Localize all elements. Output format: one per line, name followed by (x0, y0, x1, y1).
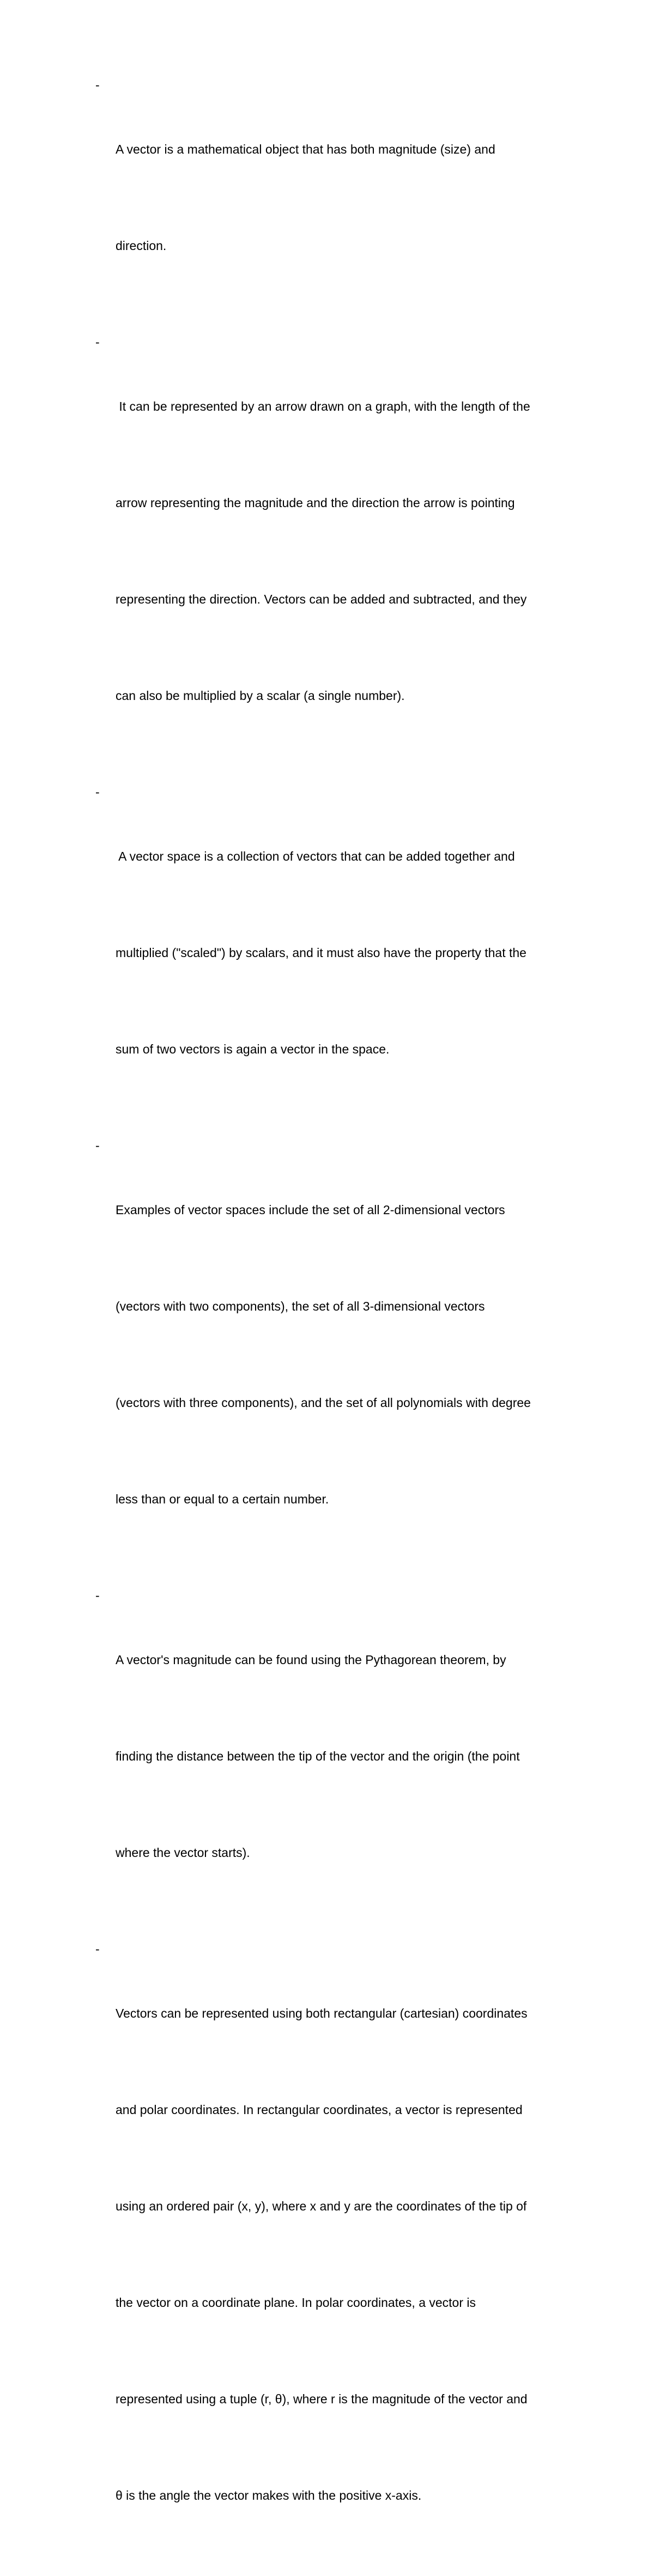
bullet-list (0, 69, 654, 2576)
bullet-text (116, 1933, 584, 2576)
text-line: can also be multiplied by a scalar (a single number). (116, 689, 405, 703)
bullet-item-magnitude (0, 1580, 654, 1933)
text-line: Vectors can be represented using both rectangular (cartesian) coordinates (116, 2006, 528, 2020)
text-line: representing the direction. Vectors can be added and subtracted, and they (116, 592, 527, 606)
text-line: arrow representing the magnitude and the direction the arrow is pointing (116, 496, 515, 510)
text-line: (vectors with two components), the set of all 3-dimensional vectors (116, 1299, 485, 1313)
bullet-item-examples (0, 1130, 654, 1580)
text-line: It can be represented by an arrow drawn on a graph, with the length of the (116, 399, 530, 413)
bullet-dash: - (95, 1138, 100, 1153)
text-line: sum of two vectors is again a vector in the space. (116, 1042, 390, 1056)
bullet-text (116, 776, 584, 1130)
bullet-item-arrow-representation (0, 326, 654, 776)
bullet-dash: - (95, 785, 100, 799)
text-line: A vector space is a collection of vectors that can be added together and (116, 849, 515, 863)
text-line: finding the distance between the tip of the vector and the origin (the point (116, 1749, 520, 1763)
text-line: represented using a tuple (r, θ), where r is the magnitude of the vector and (116, 2392, 528, 2406)
text-line: less than or equal to a certain number. (116, 1492, 329, 1506)
bullet-dash: - (95, 78, 100, 92)
bullet-dash: - (95, 335, 100, 349)
text-line: multiplied ("scaled") by scalars, and it must also have the property that the (116, 946, 526, 960)
text-line: θ is the angle the vector makes with the positive x-axis. (116, 2488, 422, 2502)
text-line: using an ordered pair (x, y), where x and y are the coordinates of the tip of (116, 2199, 527, 2213)
bullet-text (116, 326, 584, 776)
bullet-text (116, 1580, 584, 1933)
text-line: direction. (116, 239, 167, 253)
text-line: A vector's magnitude can be found using the Pythagorean theorem, by (116, 1653, 506, 1667)
text-line: (vectors with three components), and the set of all polynomials with degree (116, 1396, 531, 1410)
bullet-text (116, 69, 584, 326)
text-line: and polar coordinates. In rectangular coordinates, a vector is represented (116, 2103, 523, 2117)
bullet-item-vector-space (0, 776, 654, 1130)
bullet-dash: - (95, 1588, 100, 1603)
bullet-item-coordinates (0, 1933, 654, 2576)
text-line: where the vector starts). (116, 1846, 250, 1860)
text-line: the vector on a coordinate plane. In polar coordinates, a vector is (116, 2295, 476, 2310)
text-line: Examples of vector spaces include the set of all 2-dimensional vectors (116, 1203, 505, 1217)
text-line: A vector is a mathematical object that has both magnitude (size) and (116, 142, 495, 156)
bullet-item-vector-definition (0, 69, 654, 326)
bullet-dash: - (95, 1942, 100, 1956)
bullet-text (116, 1130, 584, 1580)
